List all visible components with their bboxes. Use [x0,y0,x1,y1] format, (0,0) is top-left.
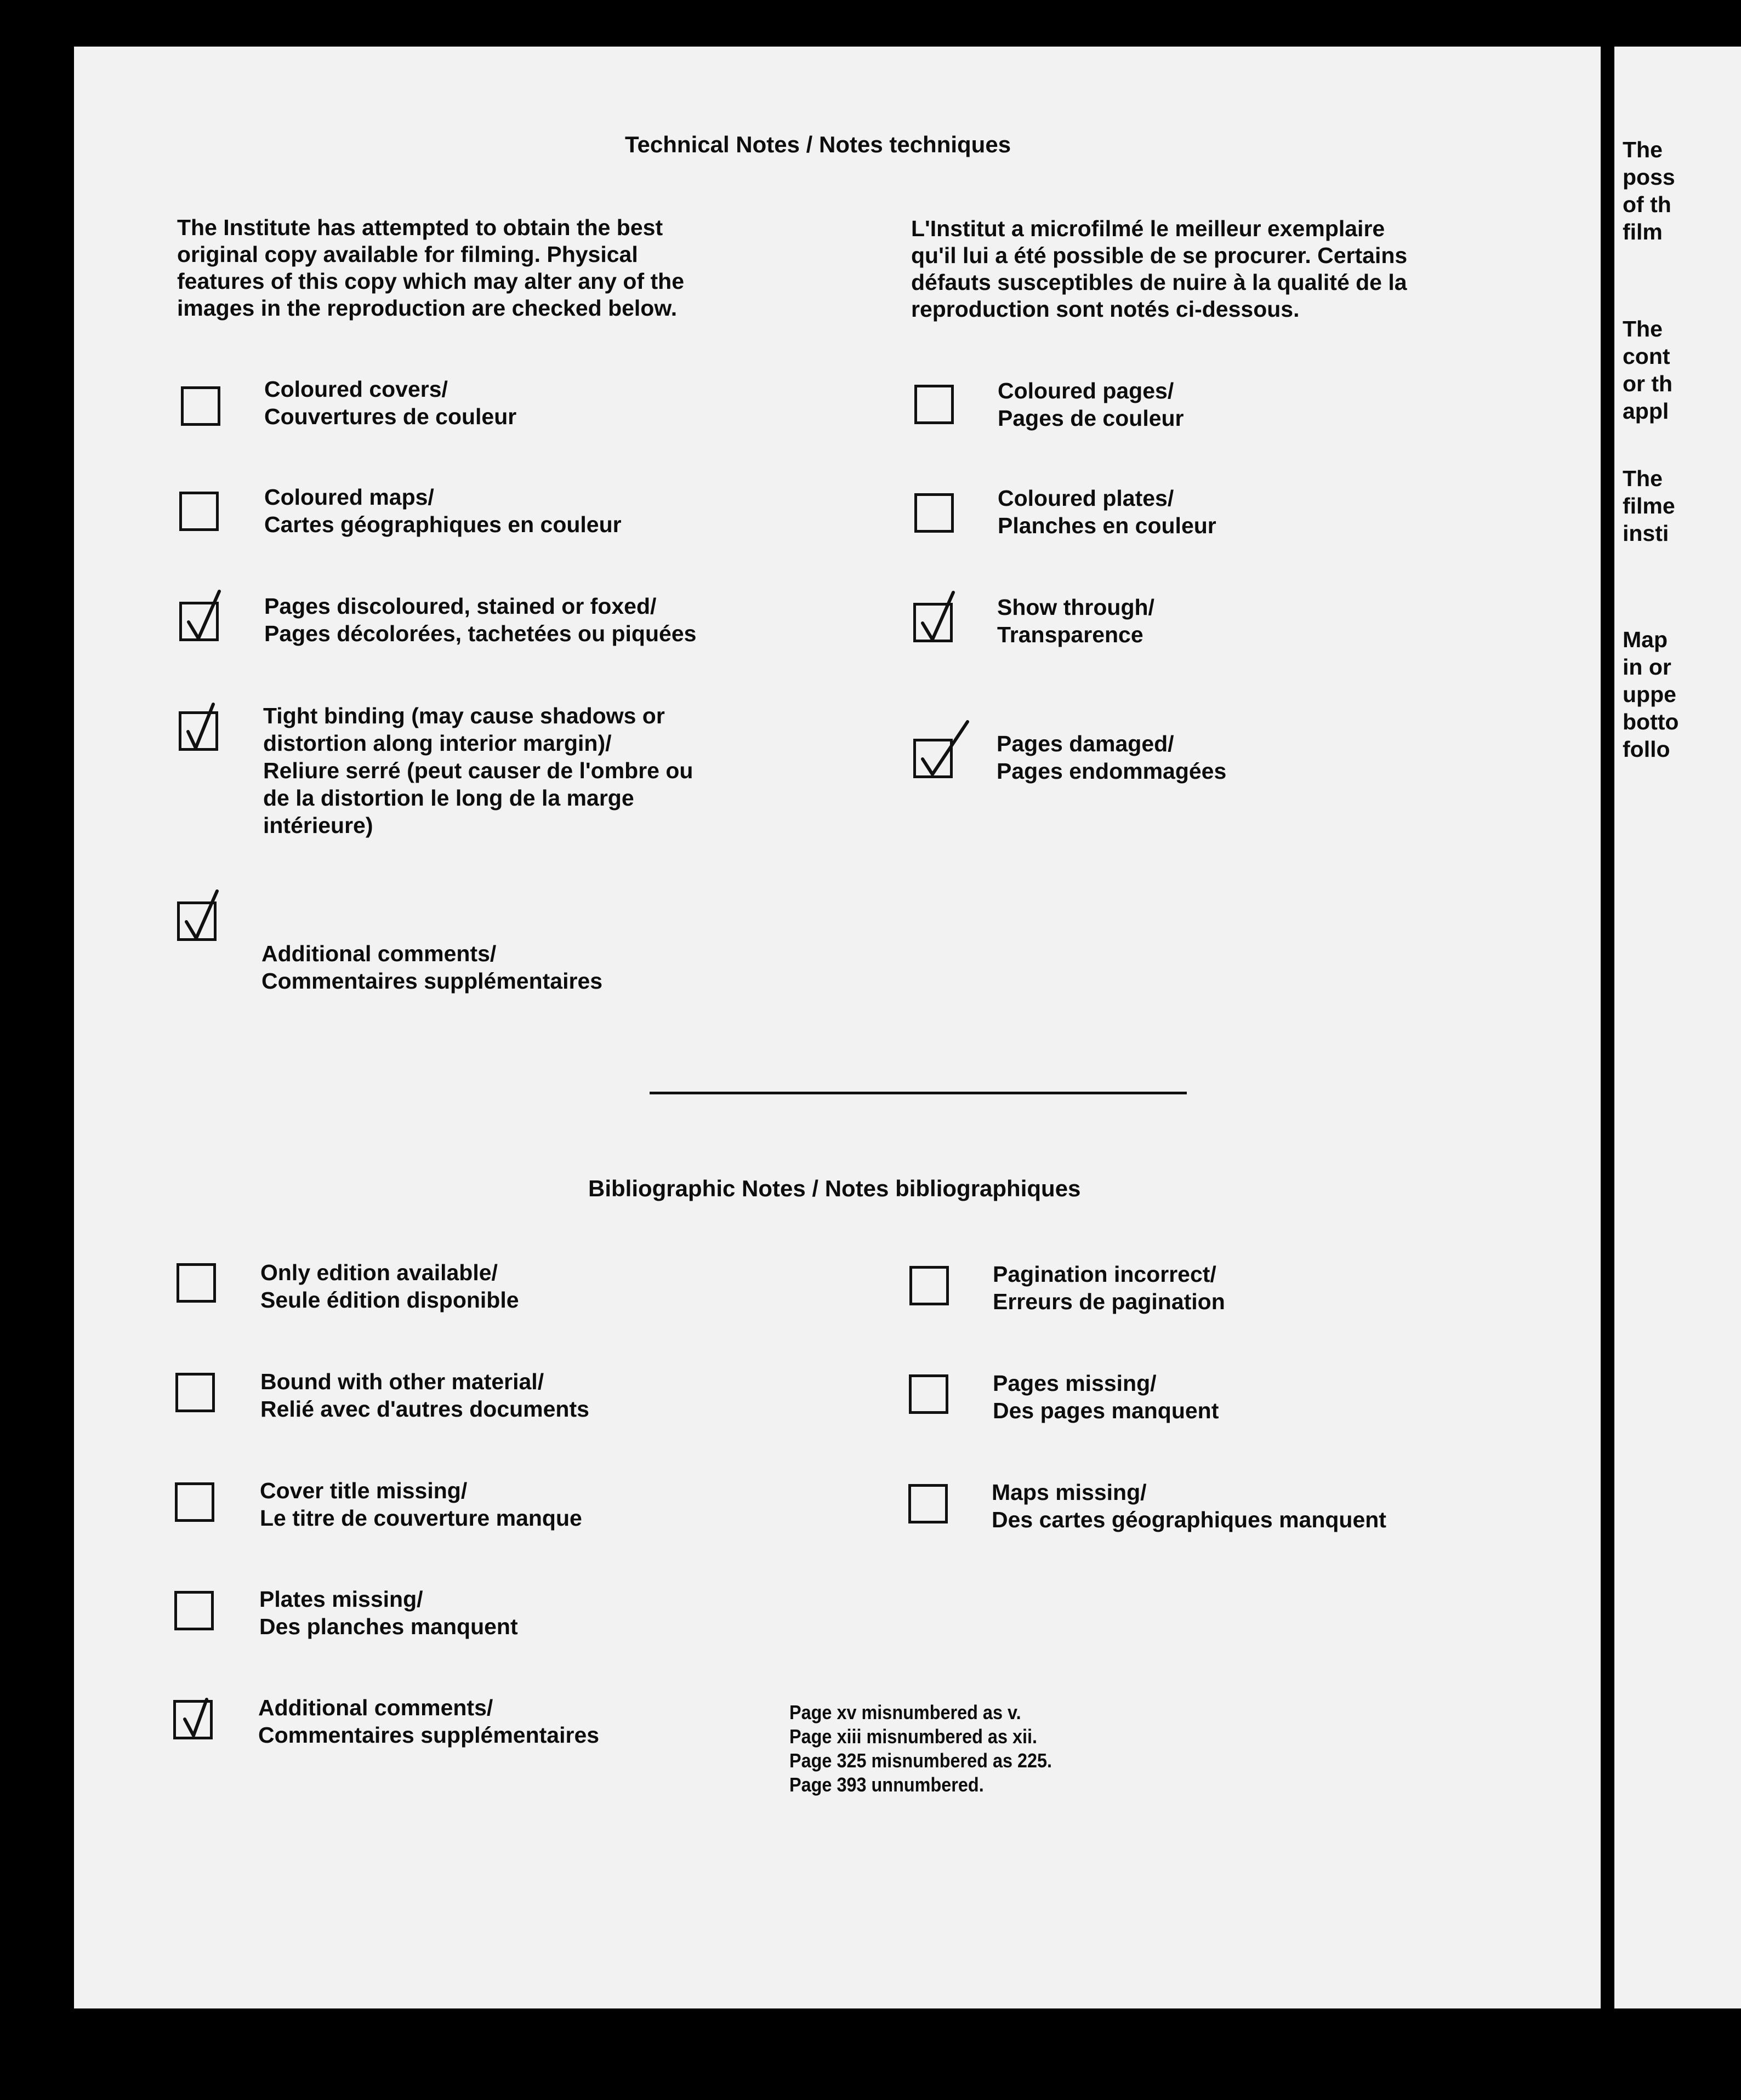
check-mark-icon [178,698,227,752]
fragment-paragraph: The cont or th appl [1623,316,1673,424]
check-mark-icon [179,588,228,643]
comment-line: Page 393 unnumbered. [789,1773,984,1796]
checkbox-coloured-maps[interactable] [179,492,219,531]
label-show-through: Show through/ Transparence [997,595,1154,647]
checkbox-pagination-incorrect[interactable] [909,1266,949,1305]
checkbox-additional-comments-bibliographic[interactable] [173,1700,213,1739]
section-divider [650,1092,1187,1094]
label-cover-title-missing: Cover title missing/ Le titre de couverture manque [260,1478,582,1531]
comment-line: Page 325 misnumbered as 225. [789,1749,1052,1772]
intro-french-line: défauts susceptibles de nuire à la qualité de la [911,270,1407,295]
checkbox-plates-missing[interactable] [174,1591,214,1630]
checkbox-cover-title-missing[interactable] [175,1482,214,1522]
label-pages-discoloured: Pages discoloured, stained or foxed/ Pages décolorées, tachetées ou piquées [264,594,697,646]
check-mark-icon [913,725,973,780]
checkbox-pages-discoloured[interactable] [179,602,219,641]
checkbox-bound-with-other[interactable] [175,1373,215,1412]
label-coloured-covers: Coloured covers/ Couvertures de couleur [264,376,517,429]
comment-line: Page xv misnumbered as v. [789,1701,1021,1724]
pagination-comments [789,1700,1052,1797]
document-page [74,47,1601,2008]
label-plates-missing: Plates missing/ Des planches manquent [259,1587,518,1639]
technical-notes-heading: Technical Notes / Notes techniques [625,132,1011,157]
checkbox-maps-missing[interactable] [908,1484,948,1523]
intro-french-line: qu'il lui a été possible de se procurer. Certains [911,243,1408,268]
checkbox-coloured-pages[interactable] [914,385,954,424]
intro-french [911,215,1407,323]
label-additional-comments-technical: Additional comments/ Commentaires supplémentaires [261,941,603,994]
intro-english-line: images in the reproduction are checked below. [177,295,678,321]
checkbox-coloured-covers[interactable] [181,386,220,426]
label-maps-missing: Maps missing/ Des cartes géographiques manquent [992,1480,1386,1532]
checkbox-show-through[interactable] [913,603,953,642]
label-bound-with-other: Bound with other material/ Relié avec d'autres documents [260,1369,589,1422]
label-coloured-pages: Coloured pages/ Pages de couleur [998,378,1184,431]
intro-english-line: original copy available for filming. Physical [177,242,638,267]
intro-french-line: L'Institut a microfilmé le meilleur exemplaire [911,216,1385,241]
comment-line: Page xiii misnumbered as xii. [789,1725,1037,1748]
checkbox-only-edition[interactable] [177,1263,216,1303]
check-mark-icon [913,589,962,644]
label-tight-binding: Tight binding (may cause shadows or distortion along interior margin)/ Reliure serré (peut causer de l'ombre ou de la distortion le long de la marge intérieure) [263,703,693,838]
label-pages-damaged: Pages damaged/ Pages endommagées [997,731,1227,784]
adjacent-page-fragment [1614,47,1741,2008]
checkbox-additional-comments-technical[interactable] [177,901,217,941]
intro-english-line: The Institute has attempted to obtain the best [177,215,663,240]
label-coloured-maps: Coloured maps/ Cartes géographiques en couleur [264,484,622,537]
label-coloured-plates: Coloured plates/ Planches en couleur [998,486,1216,538]
checkbox-tight-binding[interactable] [179,711,218,751]
bibliographic-notes-heading: Bibliographic Notes / Notes bibliographiques [588,1175,1081,1201]
check-mark-icon [173,1686,222,1741]
label-additional-comments-bibliographic: Additional comments/ Commentaires supplémentaires [258,1695,600,1748]
intro-french-line: reproduction sont notés ci-dessous. [911,296,1300,322]
fragment-paragraph: Map in or uppe botto follo [1623,627,1679,762]
fragment-paragraph: The poss of th film [1623,137,1675,244]
checkbox-pages-missing[interactable] [909,1374,948,1414]
checkbox-pages-damaged[interactable] [913,739,953,778]
checkbox-coloured-plates[interactable] [914,493,954,533]
label-pages-missing: Pages missing/ Des pages manquent [993,1371,1219,1423]
intro-english-line: features of this copy which may alter any of the [177,269,685,294]
intro-english [177,214,684,322]
label-only-edition: Only edition available/ Seule édition disponible [260,1260,519,1312]
label-pagination-incorrect: Pagination incorrect/ Erreurs de pagination [993,1262,1225,1314]
check-mark-icon [177,888,226,943]
fragment-paragraph: The filme insti [1623,466,1675,546]
